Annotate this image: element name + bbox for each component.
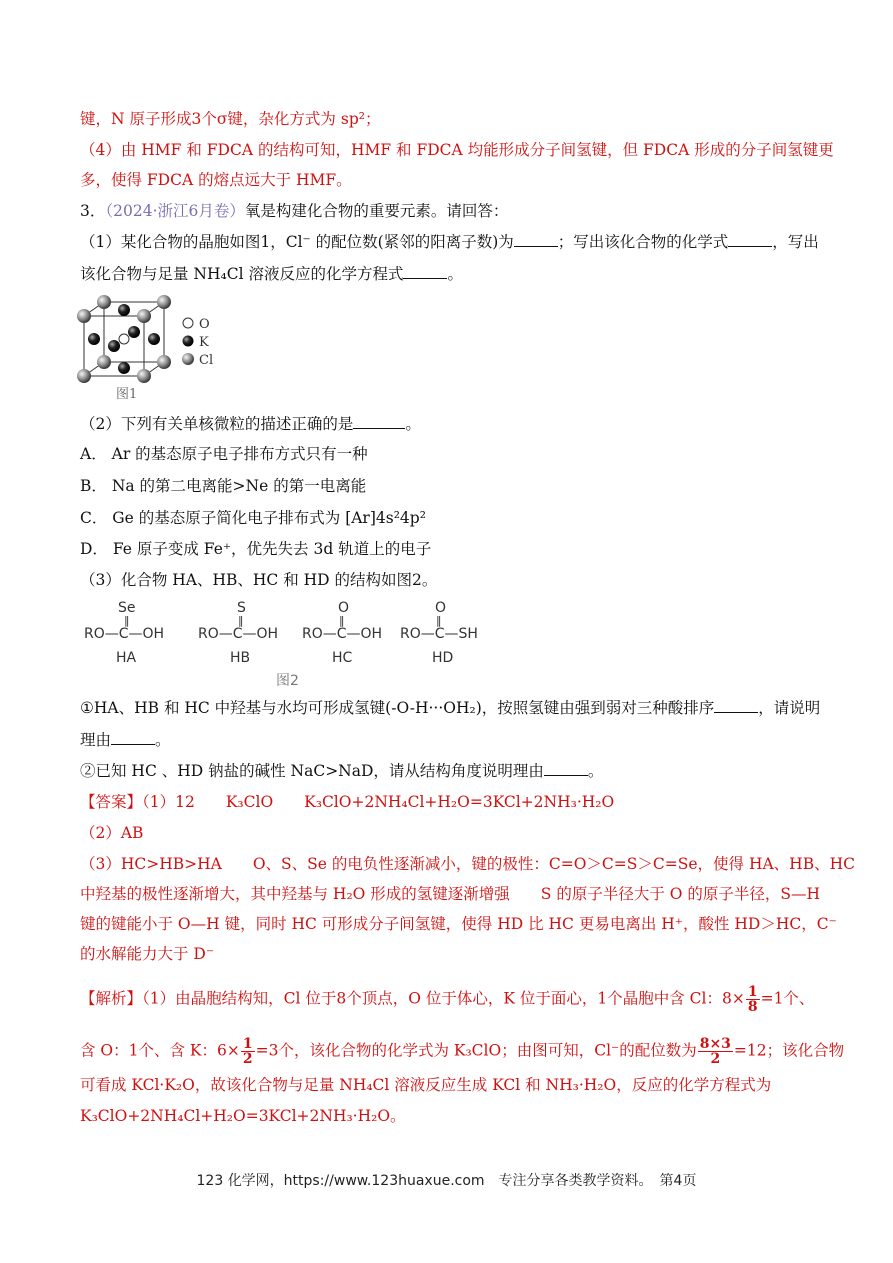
fraction-1-2: $\frac{1}{2}$ bbox=[242, 1036, 253, 1067]
subq-2-text: ②已知 HC 、HD 钠盐的碱性 NaC>NaD，请从结构角度说明理由 bbox=[80, 762, 544, 780]
answer-blank bbox=[714, 698, 758, 713]
double-bond: ‖ bbox=[436, 614, 442, 627]
question-source: （2024·浙江6月卷） bbox=[105, 202, 245, 220]
struct-top-hc: O bbox=[338, 600, 350, 616]
double-bond: ‖ bbox=[238, 614, 244, 627]
subq-1-text-a: ①HA、HB 和 HC 中羟基与水均可形成氢键(-O-H···OH₂)，按照氢键由强到弱对三种酸排序 bbox=[80, 699, 715, 717]
answer-line-4: 中羟基的极性逐渐增大，其中羟基与 H₂O 形成的氢键逐渐增强 S 的原子半径大于 O 的原子半径，S—H bbox=[80, 885, 821, 903]
struct-top-hb: S bbox=[237, 600, 246, 616]
legend-o: O bbox=[199, 317, 210, 332]
text-line-3: 多，使得 FDCA 的熔点远大于 HMF。 bbox=[80, 171, 352, 189]
figure-2-caption: 图2 bbox=[276, 673, 299, 689]
fraction-8x3-2: $\frac{8\times 3}{2}$ bbox=[699, 1036, 731, 1067]
subq-1-text-c: 理由 bbox=[80, 731, 112, 749]
struct-body-hc: RO—C—OH bbox=[302, 626, 383, 642]
analysis-line-1 bbox=[80, 985, 814, 1014]
text-line-2: （4）由 HMF 和 FDCA 的结构可知，HMF 和 FDCA 均能形成分子间氢键，但 FDCA 形成的分子间氢键更 bbox=[80, 141, 834, 159]
struct-name-hd: HD bbox=[432, 650, 454, 666]
option-b: B． Na 的第二电离能>Ne 的第一电离能 bbox=[80, 477, 367, 495]
subq-1-text-b: ，请说明 bbox=[758, 699, 821, 717]
part-1-text-c: ，写出 bbox=[772, 233, 819, 251]
struct-body-ha: RO—C—OH bbox=[84, 626, 165, 642]
answer-line-3: （3）HC>HB>HA O、S、Se 的电负性逐渐减小，键的极性：C=O＞C=S＞C=Se，使得 HA、HB、HC bbox=[80, 855, 855, 873]
struct-name-hc: HC bbox=[332, 650, 353, 666]
struct-body-hd: RO—C—SH bbox=[400, 626, 478, 642]
part-2-text: （2）下列有关单核微粒的描述正确的是 bbox=[80, 415, 354, 433]
answer-blank bbox=[353, 414, 405, 429]
part-2-line bbox=[80, 414, 421, 434]
fraction-1-8: $\frac{1}{8}$ bbox=[747, 984, 758, 1015]
struct-top-hd: O bbox=[435, 600, 447, 616]
figure-1-caption: 图1 bbox=[116, 387, 138, 402]
struct-name-ha: HA bbox=[116, 650, 137, 666]
question-3-header bbox=[80, 201, 508, 221]
subq-2-end: 。 bbox=[587, 762, 604, 780]
part-1-text-b: ；写出该化合物的化学式 bbox=[557, 233, 729, 251]
part-1-text-d: 该化合物与足量 NH₄Cl 溶液反应的化学方程式 bbox=[80, 265, 404, 283]
answer-line-2: （2）AB bbox=[80, 824, 144, 842]
answer-blank bbox=[544, 761, 588, 776]
part-1-line-b bbox=[80, 264, 463, 284]
double-bond: ‖ bbox=[124, 614, 130, 627]
subq-1-line-b bbox=[80, 730, 171, 750]
analysis-text-1b: =1个、 bbox=[760, 989, 815, 1008]
analysis-text-2a: 含 O：1个、含 K：6× bbox=[80, 1041, 240, 1060]
subq-1-text-d: 。 bbox=[155, 731, 171, 749]
analysis-line-3: 可看成 KCl·K₂O，故该化合物与足量 NH₄Cl 溶液反应生成 KCl 和 NH₃·H₂O，反应的化学方程式为 bbox=[80, 1076, 772, 1094]
analysis-text-2b: =3个，该化合物的化学式为 K₃ClO；由图可知，Cl⁻的配位数为 bbox=[255, 1041, 697, 1060]
answer-line-5: 键的键能小于 O—H 键，同时 HC 可形成分子间氢键，使得 HD 比 HC 更易电离出 H⁺，酸性 HD＞HC，C⁻ bbox=[80, 915, 837, 933]
analysis-text-1a: 【解析】（1）由晶胞结构知，Cl 位于8个顶点，O 位于体心，K 位于面心，1个晶胞中含 Cl：8× bbox=[80, 989, 745, 1008]
part-2-end: 。 bbox=[405, 415, 421, 433]
answer-blank bbox=[403, 264, 447, 279]
text-line-1: 键，N 原子形成3个σ键，杂化方式为 sp²； bbox=[80, 110, 381, 128]
struct-name-hb: HB bbox=[230, 650, 251, 666]
answer-line-1: 【答案】（1）12 K₃ClO K₃ClO+2NH₄Cl+H₂O=3KCl+2NH₃·H₂O bbox=[80, 793, 615, 811]
answer-blank bbox=[728, 232, 772, 247]
option-a: A． Ar 的基态原子电子排布方式只有一种 bbox=[80, 445, 368, 463]
answer-line-6: 的水解能力大于 D⁻ bbox=[80, 945, 215, 963]
figure-2-structures bbox=[82, 598, 502, 690]
legend-cl: Cl bbox=[199, 353, 214, 368]
struct-body-hb: RO—C—OH bbox=[198, 626, 279, 642]
question-number: 3． bbox=[80, 202, 106, 220]
figure-1-crystal-cell bbox=[76, 294, 226, 404]
subq-1-line-a bbox=[80, 698, 820, 718]
answer-blank bbox=[514, 232, 558, 247]
option-d: D． Fe 原子变成 Fe⁺，优先失去 3d 轨道上的电子 bbox=[80, 540, 432, 558]
analysis-line-4: K₃ClO+2NH₄Cl+H₂O=3KCl+2NH₃·H₂O。 bbox=[80, 1107, 406, 1125]
legend-k: K bbox=[199, 335, 209, 350]
part-1-text-e: 。 bbox=[447, 265, 463, 283]
option-c: C． Ge 的基态原子简化电子排布式为 [Ar]4s²4p² bbox=[80, 509, 426, 527]
analysis-text-2c: =12；该化合物 bbox=[733, 1041, 845, 1060]
part-1-line-a bbox=[80, 232, 819, 252]
question-text: 氧是构建化合物的重要元素。请回答： bbox=[244, 202, 509, 220]
page-footer: 123 化学网，https://www.123huaxue.com 专注分享各类教学资料。 第4页 bbox=[196, 1173, 697, 1189]
answer-blank bbox=[111, 730, 155, 745]
double-bond: ‖ bbox=[339, 614, 345, 627]
part-3-line: （3）化合物 HA、HB、HC 和 HD 的结构如图2。 bbox=[80, 571, 438, 589]
part-1-text-a: （1）某化合物的晶胞如图1，Cl⁻ 的配位数(紧邻的阳离子数)为 bbox=[80, 233, 514, 251]
subq-2-line bbox=[80, 761, 603, 781]
analysis-line-2 bbox=[80, 1037, 844, 1066]
struct-top-ha: Se bbox=[118, 600, 136, 616]
